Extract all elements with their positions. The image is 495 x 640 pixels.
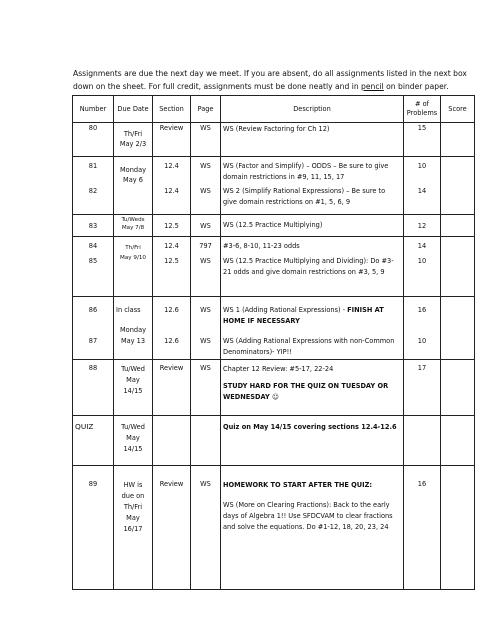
description-line: WS (More on Clearing Fractions): Back to the early days of Algebra 1!! Use SFDCVAM to clear fractions and solve the equations. Do #1-12, 18, 20, 23, 24 <box>223 501 393 531</box>
section: Review <box>153 123 191 157</box>
due-date <box>114 297 153 360</box>
number-line: 87 <box>88 337 98 345</box>
page-line: WS <box>200 337 211 345</box>
due-date-line: In class <box>116 306 141 314</box>
table-row <box>73 123 475 157</box>
section-line: 12.5 <box>164 257 179 265</box>
description-line: WS (12.5 Practice Multiplying and Dividing): Do #3-21 odds and give domain restrictions on #3, 5, 9 <box>223 257 394 276</box>
instructions-paragraph <box>73 67 473 93</box>
description: WS (Review Factoring for Ch 12) <box>221 123 404 157</box>
due-date-line: Tu/Wed <box>121 365 145 373</box>
score-cell <box>441 416 475 466</box>
assignment-number: QUIZ <box>73 416 114 466</box>
page: WS <box>191 215 221 237</box>
page-line: WS <box>200 257 211 265</box>
description-emphasis: STUDY HARD FOR THE QUIZ ON TUESDAY OR WEDNESDAY ☺ <box>223 382 389 401</box>
due-date <box>114 215 153 237</box>
description-line <box>223 305 401 327</box>
assignment-table <box>72 95 475 590</box>
problems-line: 16 <box>417 306 427 314</box>
assignment-number <box>73 157 114 215</box>
problem-count <box>404 237 441 297</box>
page: WS <box>191 466 221 590</box>
problem-count: 12 <box>404 215 441 237</box>
section: Review <box>153 466 191 590</box>
header-row <box>73 96 475 123</box>
section-line: 12.4 <box>164 162 179 170</box>
table-row <box>73 157 475 215</box>
description <box>221 466 404 590</box>
score-cell <box>441 237 475 297</box>
description-line: WS (Factor and Simplify) – ODDS – Be sure to give domain restrictions in #9, 11, 15, 17 <box>223 162 389 181</box>
description <box>221 237 404 297</box>
description-text: WS 1 (Adding Rational Expressions) - <box>223 306 348 314</box>
header-number: Number <box>73 96 114 123</box>
problems-line: 10 <box>417 257 427 265</box>
problem-count: 16 <box>404 466 441 590</box>
problems-line: 10 <box>417 337 427 345</box>
due-date <box>114 157 153 215</box>
header-problems: # of Problems <box>404 96 441 123</box>
problem-count: 15 <box>404 123 441 157</box>
description <box>221 360 404 416</box>
section <box>153 157 191 215</box>
description-line: WS 2 (Simplify Rational Expressions) – Be sure to give domain restrictions on #1, 5, 6, 9 <box>223 187 386 206</box>
page <box>191 416 221 466</box>
due-date-line: Th/Fri <box>123 503 143 511</box>
due-date-line: May 6 <box>123 176 143 184</box>
header-description: Description <box>221 96 404 123</box>
page-line: 797 <box>199 242 212 250</box>
due-date-line: 16/17 <box>123 525 143 533</box>
section <box>153 297 191 360</box>
number-line: 84 <box>88 242 98 250</box>
page <box>191 157 221 215</box>
due-date <box>114 123 153 157</box>
page: WS <box>191 360 221 416</box>
score-cell <box>441 157 475 215</box>
due-date-line: May <box>126 434 140 442</box>
score-cell <box>441 360 475 416</box>
due-date-line: May 9/10 <box>120 255 146 261</box>
page-line: WS <box>200 187 211 195</box>
page <box>191 237 221 297</box>
section: Review <box>153 360 191 416</box>
due-date-line: Monday <box>119 166 147 174</box>
problems-line: 14 <box>417 187 427 195</box>
assignment-number: 88 <box>73 360 114 416</box>
table-row <box>73 416 475 466</box>
problem-count <box>404 416 441 466</box>
header-section: Section <box>153 96 191 123</box>
description-emphasis: HOMEWORK TO START AFTER THE QUIZ: <box>223 481 372 489</box>
description-line: Chapter 12 Review: #5-17, 22-24 <box>223 365 334 373</box>
header-page: Page <box>191 96 221 123</box>
problem-count: 17 <box>404 360 441 416</box>
due-date-line: Th/Fri <box>123 130 143 138</box>
description: Quiz on May 14/15 covering sections 12.4-12.6 <box>221 416 404 466</box>
assignment-number: 83 <box>73 215 114 237</box>
number-line: 85 <box>88 257 98 265</box>
description-line: #3-6, 8-10, 11-23 odds <box>223 242 300 250</box>
due-date-line: Th/Fri <box>125 245 141 251</box>
instructions-pencil-word: pencil <box>361 82 384 91</box>
problems-line: 14 <box>417 242 427 250</box>
header-score: Score <box>441 96 475 123</box>
page: WS <box>191 123 221 157</box>
assignment-number: 80 <box>73 123 114 157</box>
table-row <box>73 297 475 360</box>
due-date <box>114 466 153 590</box>
section: 12.5 <box>153 215 191 237</box>
score-cell <box>441 123 475 157</box>
table-row <box>73 466 475 590</box>
assignment-number: 89 <box>73 466 114 590</box>
due-date-line: 14/15 <box>123 445 143 453</box>
due-date-line: Monday <box>119 326 147 334</box>
assignment-number <box>73 237 114 297</box>
due-date <box>114 237 153 297</box>
due-date-line: due on <box>121 492 145 500</box>
section <box>153 237 191 297</box>
problems-line: 10 <box>417 162 427 170</box>
problem-count <box>404 297 441 360</box>
section-line: 12.6 <box>164 306 179 314</box>
section-line: 12.4 <box>164 187 179 195</box>
due-date <box>114 360 153 416</box>
section <box>153 416 191 466</box>
description <box>221 297 404 360</box>
description: WS (12.5 Practice Multiplying) <box>221 215 404 237</box>
due-date-line: May 13 <box>120 337 146 345</box>
due-date-line: Tu/Wed <box>121 423 145 431</box>
score-cell <box>441 466 475 590</box>
section-line: 12.4 <box>164 242 179 250</box>
description-line: WS (Adding Rational Expressions with non-Common Denominators)- YIP!! <box>223 337 395 356</box>
due-date-line: May 7/8 <box>121 225 145 231</box>
page <box>191 297 221 360</box>
due-date-line: May <box>126 376 140 384</box>
number-line: 81 <box>88 162 98 170</box>
due-date-line: 14/15 <box>123 387 143 395</box>
page-line: WS <box>200 306 211 314</box>
header-due-date: Due Date <box>114 96 153 123</box>
table-row <box>73 215 475 237</box>
table-row <box>73 237 475 297</box>
number-line: 86 <box>88 306 98 314</box>
due-date-line: Tu/Weds <box>121 217 145 223</box>
instructions-text-1: Assignments are due the next day we meet. If you are absent, do all assignments listed in the next box down on the sheet. For full credit, assignments must be done neatly and in <box>73 69 467 91</box>
number-line: 82 <box>88 187 98 195</box>
section-line: 12.6 <box>164 337 179 345</box>
description-emphasis: FINISH AT HOME IF NECESSARY <box>223 306 384 325</box>
due-date <box>114 416 153 466</box>
due-date-line: HW is <box>123 481 143 489</box>
score-cell <box>441 297 475 360</box>
page-line: WS <box>200 162 211 170</box>
description <box>221 157 404 215</box>
score-cell <box>441 215 475 237</box>
assignment-number <box>73 297 114 360</box>
problem-count <box>404 157 441 215</box>
due-date-line: May <box>126 514 140 522</box>
due-date-line: May 2/3 <box>119 140 147 148</box>
table-row <box>73 360 475 416</box>
instructions-text-2: on binder paper. <box>383 82 449 91</box>
